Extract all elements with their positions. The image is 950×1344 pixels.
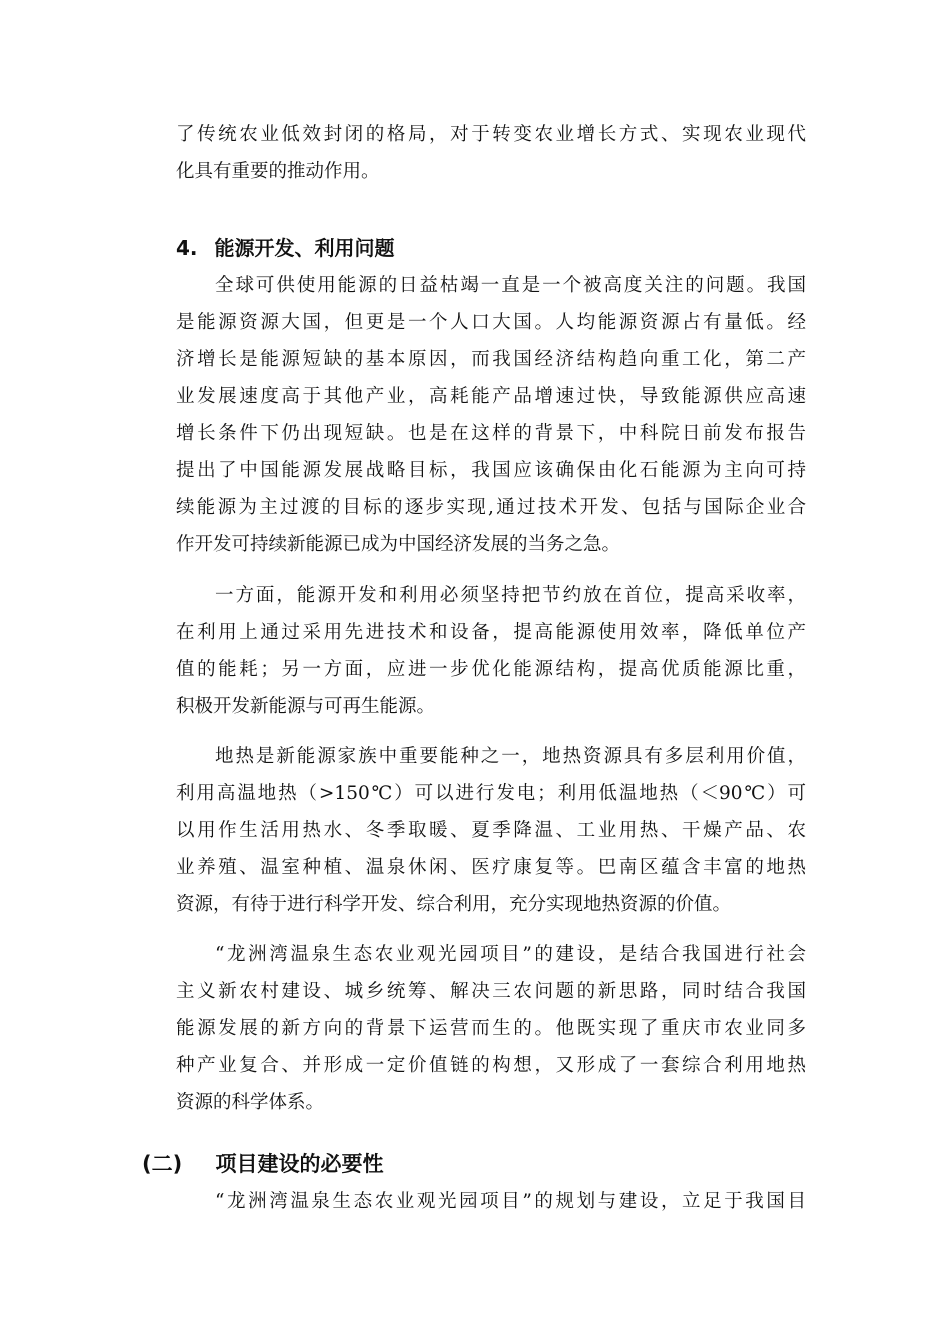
- text-line: 值的能耗；另一方面，应进一步优化能源结构，提高优质能源比重，: [176, 659, 806, 680]
- text-line: 是能源资源大国，但更是一个人口大国。人均能源资源占有量低。经: [176, 312, 806, 333]
- heading-title: 能源开发、利用问题: [214, 236, 395, 260]
- text-line: 利用高温地热（>150℃）可以进行发电；利用低温地热（＜90℃）可: [176, 783, 806, 804]
- text-line: 提出了中国能源发展战略目标，我国应该确保由化石能源为主向可持: [176, 460, 806, 481]
- text-line: 业养殖、温室种植、温泉休闲、医疗康复等。巴南区蕴含丰富的地热: [176, 857, 806, 878]
- text-line: 地热是新能源家族中重要能种之一，地热资源具有多层利用价值，: [215, 746, 806, 767]
- text-line: 济增长是能源短缺的基本原因，而我国经济结构趋向重工化，第二产: [176, 349, 806, 370]
- paragraph-geothermal: [176, 738, 806, 923]
- text-line: 在利用上通过采用先进技术和设备，提高能源使用效率，降低单位产: [176, 622, 806, 643]
- heading-number: 4.: [176, 236, 198, 260]
- text-line: 全球可供使用能源的日益枯竭一直是一个被高度关注的问题。我国: [215, 275, 806, 296]
- paragraph-project-construction: [176, 936, 806, 1121]
- text-line: 化具有重要的推动作用。: [176, 161, 380, 182]
- paragraph-energy-saving: [176, 577, 806, 725]
- text-line: 增长条件下仍出现短缺。也是在这样的背景下，中科院日前发布报告: [176, 423, 806, 444]
- text-line: 了传统农业低效封闭的格局，对于转变农业增长方式、实现农业现代: [176, 124, 806, 145]
- text-line: 业发展速度高于其他产业，高耗能产品增速过快，导致能源供应高速: [176, 386, 806, 407]
- text-line: 种产业复合、并形成一定价值链的构想，又形成了一套综合利用地热: [176, 1055, 806, 1076]
- text-line: 续能源为主过渡的目标的逐步实现,通过技术开发、包括与国际企业合: [176, 497, 806, 518]
- heading-project-necessity: [142, 1149, 384, 1179]
- text-line: 一方面，能源开发和利用必须坚持把节约放在首位，提高采收率，: [215, 585, 806, 606]
- heading-energy-development: [176, 233, 394, 263]
- text-line: 资源，有待于进行科学开发、综合利用，充分实现地热资源的价值。: [176, 894, 732, 915]
- text-line: “龙洲湾温泉生态农业观光园项目”的规划与建设，立足于我国目: [215, 1191, 806, 1212]
- text-line: 能源发展的新方向的背景下运营而生的。他既实现了重庆市农业同多: [176, 1018, 806, 1039]
- heading-number: (二): [142, 1152, 183, 1176]
- text-line: 积极开发新能源与可再生能源。: [176, 696, 436, 717]
- paragraph-agriculture-conclusion: [176, 116, 806, 190]
- text-line: 作开发可持续新能源已成为中国经济发展的当务之急。: [176, 534, 621, 555]
- text-line: 资源的科学体系。: [176, 1092, 325, 1113]
- text-line: 主义新农村建设、城乡统筹、解决三农问题的新思路，同时结合我国: [176, 981, 806, 1002]
- text-line: 以用作生活用热水、冬季取暖、夏季降温、工业用热、干燥产品、农: [176, 820, 806, 841]
- paragraph-project-planning: [176, 1183, 806, 1220]
- text-line: “龙洲湾温泉生态农业观光园项目”的建设，是结合我国进行社会: [215, 944, 806, 965]
- heading-title: 项目建设的必要性: [215, 1152, 384, 1176]
- paragraph-global-energy: [176, 267, 806, 563]
